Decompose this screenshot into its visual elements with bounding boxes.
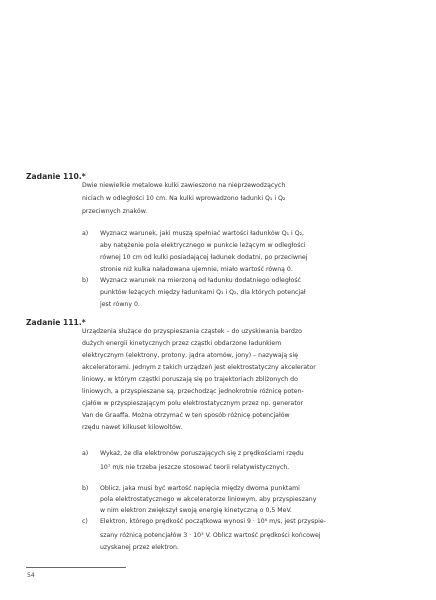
item-label: b) — [82, 277, 89, 284]
text-line: równej 10 cm od kulki posiadającej ładunek dodatni, po przeciwnej — [100, 254, 308, 261]
text-line: liniowy, w którym cząstki poruszają się po trajektoriach zbliżonych do — [82, 376, 298, 383]
text-line: 10⁷ m/s nie trzeba jeszcze stosować teorii relatywistycznych. — [100, 464, 290, 471]
text-line: cjałów w przyspieszającym polu elektrostatycznym przez np. generator — [82, 400, 304, 407]
text-line: Urządzenia służące do przyspieszania cząstek – do uzyskiwania bardzo — [82, 328, 302, 335]
item-label: a) — [82, 230, 89, 237]
text-line: Van de Graaffa. Można otrzymać w ten sposób różnicę potencjałów — [82, 412, 290, 419]
item-label: a) — [82, 450, 89, 457]
text-line: Wyznacz warunek, jaki muszą spełniać wartości ładunków Q₁ i Q₂, — [100, 230, 305, 237]
text-line: Wyznacz warunek na mierzoną od ładunku dodatniego odległość — [100, 277, 301, 284]
item-label: c) — [82, 518, 88, 525]
text-line: punktów leżących między ładunkami Q₁ i Q₂, dla których potencjał — [100, 289, 306, 296]
text-line: stronie niż kulka naładowana ujemnie, miało wartość równą 0. — [100, 266, 293, 273]
text-line: rzędu nawet kilkuset kilowoltów. — [82, 424, 183, 431]
item-label: b) — [82, 485, 89, 492]
text-line: szany różnicą potencjałów 3 · 10³ V. Oblicz wartość prędkości końcowej — [100, 532, 321, 539]
text-line: Elektron, którego prędkość początkowa wynosi 9 · 10⁶ m/s, jest przyspie- — [100, 518, 326, 525]
text-line: jest równy 0. — [100, 301, 140, 308]
text-line: aby natężenie pola elektrycznego w punkcie leżącym w odległości — [100, 242, 306, 249]
text-line: akceleratorami. Jednym z takich urządzeń jest elektrostatyczny akcelerator — [82, 364, 316, 371]
text-line: dużych energii kinetycznych przez cząstki obdarzone ładunkiem — [82, 340, 282, 347]
text-line: w nim elektron zwiększył swoją energię kinetyczną o 0,5 MeV. — [100, 507, 292, 514]
text-line: uzyskanej przez elektron. — [100, 544, 179, 551]
text-line: Oblicz, jaka musi być wartość napięcia między dwoma punktami — [100, 485, 300, 492]
text-line: elektrycznym (elektrony, protony, jądra atomów, jony) – nazywają się — [82, 352, 298, 359]
task-111-title: Zadanie 111.* — [26, 318, 86, 327]
footer-divider — [26, 567, 126, 568]
task-110-title: Zadanie 110.* — [26, 172, 86, 181]
text-line: przeciwnych znaków. — [82, 208, 148, 215]
text-line: Wykaż, że dla elektronów poruszających się z prędkościami rzędu — [100, 450, 304, 457]
text-line: liniowych, a przyspieszane są, przechodząc jednokrotnie różnicę poten- — [82, 388, 304, 395]
text-line: niciach w odległości 10 cm. Na kulki wprowadzono ładunki Q₁ i Q₂ — [82, 195, 286, 202]
page-number: 54 — [27, 572, 35, 579]
text-line: Dwie niewielkie metalowe kulki zawieszono na nieprzewodzących — [82, 182, 286, 189]
text-line: pola elektrostatycznego w akceleratorze liniowym, aby przyspieszany — [100, 496, 317, 503]
